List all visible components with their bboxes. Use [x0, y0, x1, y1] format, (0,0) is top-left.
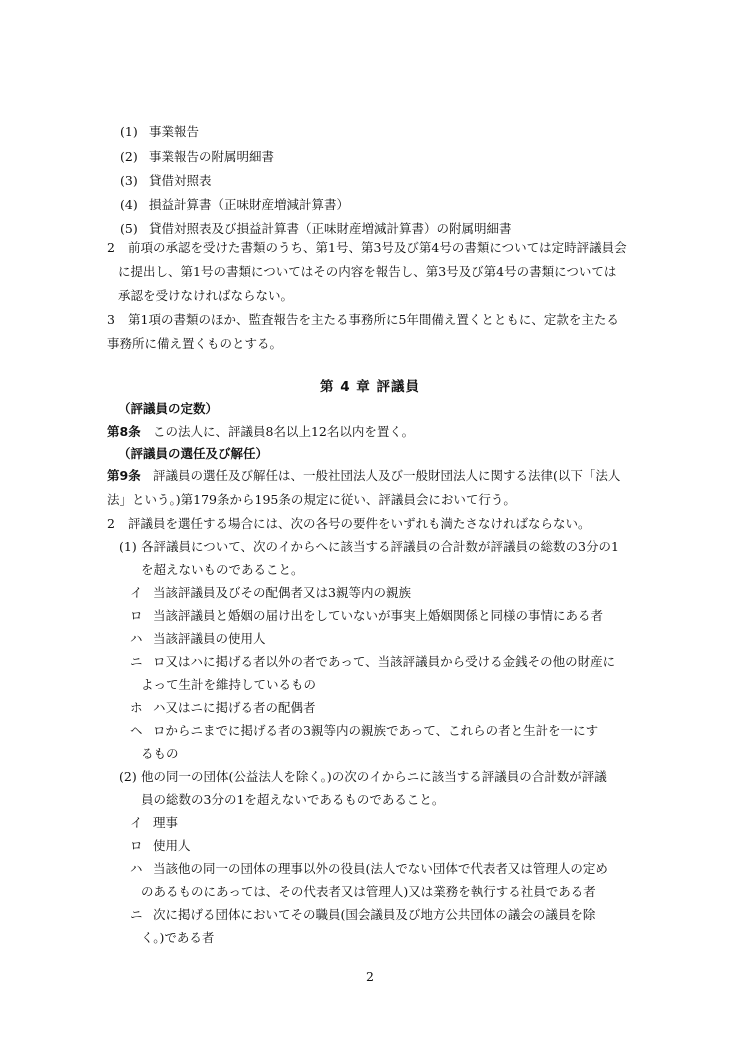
list-item-text: 事業報告の附属明細書	[149, 149, 275, 164]
sub-item-text: 使用人	[153, 838, 191, 853]
paragraph-number: 2	[107, 516, 115, 531]
paragraph-line: 前項の承認を受けた書類のうち、第1号、第3号及び第4号の書類については定時評議員会	[128, 240, 627, 255]
paragraph-line: に提出し、第1号の書類についてはその内容を報告し、第3号及び第4号の書類については	[118, 264, 617, 279]
article-caption: （評議員の選任及び解任）	[118, 446, 269, 461]
article-text: この法人に、評議員8名以上12名以内を置く。	[153, 424, 415, 439]
item-number: (1)	[119, 539, 137, 554]
sub-item-mark: ニ	[130, 907, 143, 922]
sub-item-mark: ニ	[130, 654, 143, 669]
paragraph-line: 第1項の書類のほか、監査報告を主たる事務所に5年間備え置くとともに、定款を主たる	[128, 312, 619, 327]
item-text: 員の総数の3分の1を超えないであるものであること。	[141, 792, 445, 807]
sub-item-text: く。)である者	[141, 930, 215, 945]
sub-item-text: ロからニまでに掲げる者の3親等内の親族であって、これらの者と生計を一にす	[153, 723, 599, 738]
sub-item-mark: ハ	[130, 861, 143, 876]
sub-item-mark: ロ	[130, 838, 143, 853]
sub-item-text: 当該他の同一の団体の理事以外の役員(法人でない団体で代表者又は管理人の定め	[153, 861, 608, 876]
sub-item-text: 当該評議員と婚姻の届け出をしていないが事実上婚姻関係と同様の事情にある者	[153, 608, 604, 623]
item-text: を超えないものであること。	[141, 562, 304, 577]
sub-item-mark: イ	[130, 585, 143, 600]
paragraph-line: 事務所に備え置くものとする。	[107, 336, 283, 351]
list-item-number: (1)	[120, 124, 138, 139]
item-number: (2)	[119, 769, 137, 784]
article-label: 第9条	[107, 468, 141, 483]
sub-item-mark: ヘ	[130, 723, 143, 738]
list-item-number: (2)	[120, 149, 138, 164]
list-item-number: (3)	[120, 173, 138, 188]
list-item-text: 事業報告	[149, 124, 200, 139]
sub-item-mark: ハ	[130, 631, 143, 646]
page-number: 2	[366, 969, 374, 984]
paragraph-line: 評議員を選任する場合には、次の各号の要件をいずれも満たさなければならない。	[128, 516, 591, 531]
paragraph-number: 3	[107, 312, 115, 327]
sub-item-text: よって生計を維持しているもの	[141, 677, 317, 692]
sub-item-text: ハ又はニに掲げる者の配偶者	[153, 700, 316, 715]
sub-item-text: 理事	[153, 815, 179, 830]
chapter-title: 第 4 章 評議員	[320, 379, 420, 395]
sub-item-text: るもの	[141, 746, 179, 761]
paragraph-number: 2	[107, 240, 115, 255]
item-text: 他の同一の団体(公益法人を除く。)の次のイからニに該当する評議員の合計数が評議	[141, 769, 607, 784]
article-label: 第8条	[107, 424, 141, 439]
sub-item-mark: ロ	[130, 608, 143, 623]
list-item-number: (4)	[120, 197, 138, 212]
article-text: 評議員の選任及び解任は、一般社団法人及び一般財団法人に関する法律(以下「法人	[153, 468, 621, 483]
sub-item-text: 当該評議員及びその配偶者又は3親等内の親族	[153, 585, 411, 600]
sub-item-text: のあるものにあっては、その代表者又は管理人)又は業務を執行する社員である者	[141, 884, 596, 899]
article-caption: （評議員の定数）	[118, 401, 219, 416]
list-item-text: 損益計算書（正味財産増減計算書）	[149, 197, 350, 212]
sub-item-mark: ホ	[130, 700, 143, 715]
list-item-number: (5)	[120, 221, 138, 236]
sub-item-text: ロ又はハに掲げる者以外の者であって、当該評議員から受ける金銭その他の財産に	[153, 654, 616, 669]
list-item-text: 貸借対照表及び損益計算書（正味財産増減計算書）の附属明細書	[149, 221, 512, 236]
sub-item-mark: イ	[130, 815, 143, 830]
sub-item-text: 当該評議員の使用人	[153, 631, 266, 646]
article-text: 法」という。)第179条から195条の規定に従い、評議員会において行う。	[107, 492, 516, 507]
item-text: 各評議員について、次のイからへに該当する評議員の合計数が評議員の総数の3分の1	[141, 539, 619, 554]
sub-item-text: 次に掲げる団体においてその職員(国会議員及び地方公共団体の議会の議員を除	[153, 907, 596, 922]
list-item-text: 貸借対照表	[149, 173, 212, 188]
paragraph-line: 承認を受けなければならない。	[118, 288, 294, 303]
